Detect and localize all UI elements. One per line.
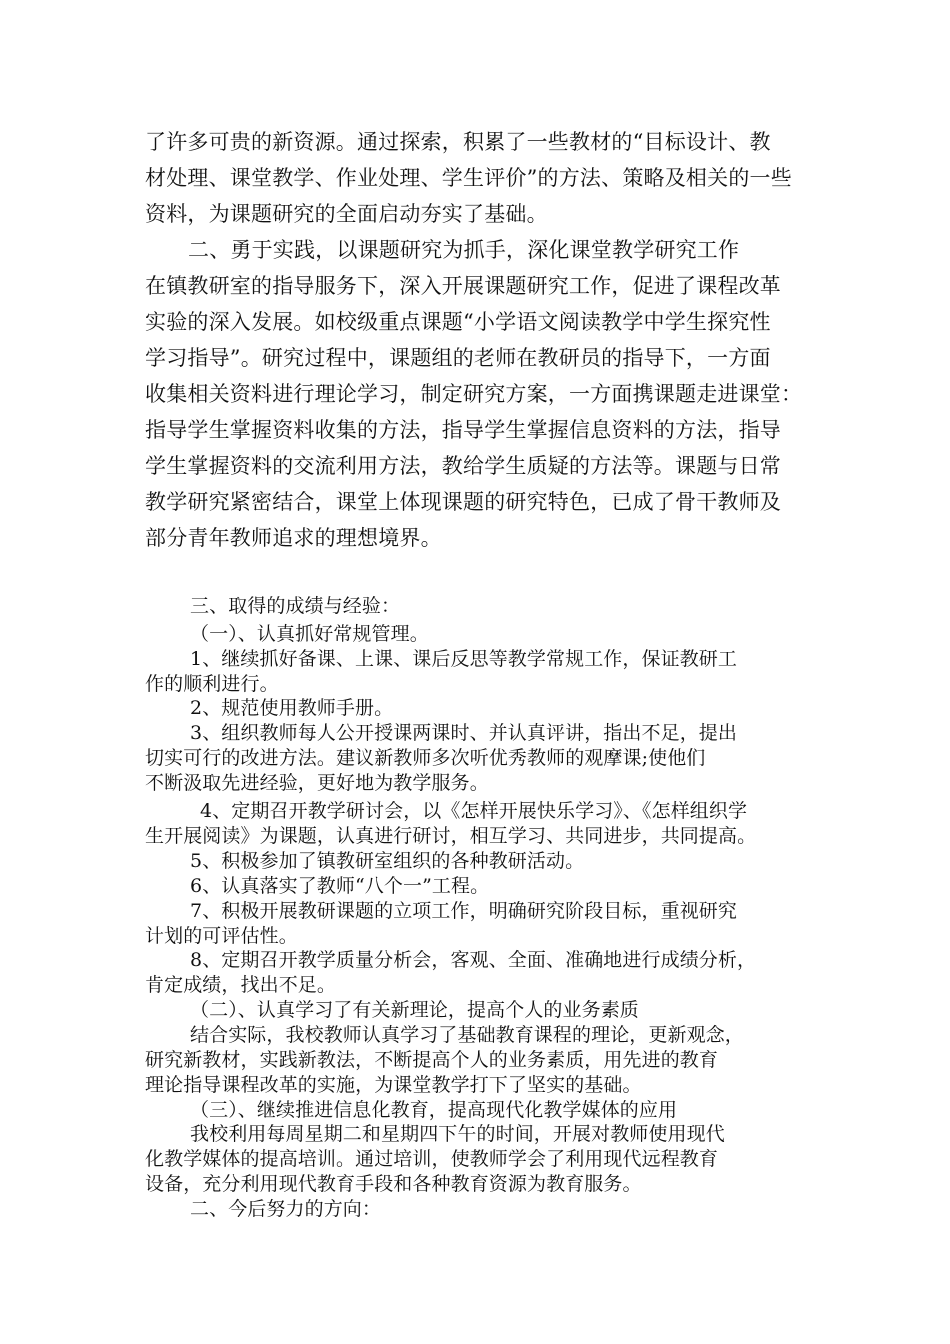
paragraph-line: 教学研究紧密结合，课堂上体现课题的研究特色，已成了骨干教师及	[145, 490, 781, 514]
list-item-continuation: 生开展阅读》为课题，认真进行研讨，相互学习、共同进步，共同提高。	[145, 825, 757, 847]
list-item: 5、积极参加了镇教研室组织的各种教研活动。	[190, 850, 585, 872]
subsection-heading: （二）、认真学习了有关新理论，提高个人的业务素质	[190, 999, 639, 1021]
paragraph-line: 结合实际，我校教师认真学习了基础教育课程的理论，更新观念，	[190, 1024, 744, 1046]
list-item-continuation: 不断汲取先进经验，更好地为教学服务。	[145, 772, 489, 794]
paragraph-line: 部分青年教师追求的理想境界。	[145, 526, 442, 550]
section-heading: 二、今后努力的方向：	[190, 1198, 382, 1220]
section-heading: 二、勇于实践，以课题研究为抓手，深化课堂教学研究工作	[188, 238, 740, 262]
paragraph-line: 在镇教研室的指导服务下，深入开展课题研究工作，促进了课程改革	[145, 274, 781, 298]
paragraph-line: 我校利用每周星期二和星期四下午的时间，开展对教师使用现代	[190, 1123, 725, 1145]
paragraph-line: 理论指导课程改革的实施，为课堂教学打下了坚实的基础。	[145, 1074, 642, 1096]
list-item-continuation: 作的顺利进行。	[145, 673, 279, 695]
list-item: 4、定期召开教学研讨会，以《怎样开展快乐学习》、《怎样组织学	[200, 800, 748, 822]
paragraph-line: 实验的深入发展。如校级重点课题“小学语文阅读教学中学生探究性	[145, 310, 771, 334]
list-item-continuation: 肯定成绩，找出不足。	[145, 974, 337, 996]
list-item-continuation: 切实可行的改进方法。建议新教师多次听优秀教师的观摩课;使他们	[145, 747, 706, 769]
paragraph-line: 化教学媒体的提高培训。通过培训，使教师学会了利用现代远程教育	[145, 1148, 719, 1170]
subsection-heading: （三）、继续推进信息化教育，提高现代化教学媒体的应用	[190, 1099, 678, 1121]
list-item: 7、积极开展教研课题的立项工作，明确研究阶段目标，重视研究	[190, 900, 737, 922]
paragraph-line: 学习指导”。研究过程中，课题组的老师在教研员的指导下，一方面	[145, 346, 771, 370]
list-item: 2、规范使用教师手册。	[190, 697, 394, 719]
paragraph-line: 设备，充分利用现代教育手段和各种教育资源为教育服务。	[145, 1173, 642, 1195]
paragraph-line: 学生掌握资料的交流利用方法，教给学生质疑的方法等。课题与日常	[145, 454, 781, 478]
list-item: 3、组织教师每人公开授课两课时、并认真评讲，指出不足，提出	[190, 722, 737, 744]
paragraph-line: 研究新教材，实践新教法，不断提高个人的业务素质，用先进的教育	[145, 1049, 719, 1071]
list-item-continuation: 计划的可评估性。	[145, 925, 298, 947]
section-heading: 三、取得的成绩与经验：	[190, 595, 401, 617]
list-item: 1、继续抓好备课、上课、课后反思等教学常规工作，保证教研工	[190, 648, 737, 670]
list-item: 6、认真落实了教师“八个一”工程。	[190, 875, 490, 897]
paragraph-line: 收集相关资料进行理论学习，制定研究方案，一方面携课题走进课堂：	[145, 382, 803, 406]
paragraph-line: 资料，为课题研究的全面启动夯实了基础。	[145, 202, 548, 226]
subsection-heading: （一）、认真抓好常规管理。	[190, 623, 429, 645]
paragraph-line: 了许多可贵的新资源。通过探索，积累了一些教材的“目标设计、教	[145, 130, 771, 154]
paragraph-line: 指导学生掌握资料收集的方法，指导学生掌握信息资料的方法，指导	[145, 418, 781, 442]
list-item: 8、定期召开教学质量分析会，客观、全面、准确地进行成绩分析，	[190, 949, 757, 971]
paragraph-line: 材处理、课堂教学、作业处理、学生评价”的方法、策略及相关的一些	[145, 166, 792, 190]
